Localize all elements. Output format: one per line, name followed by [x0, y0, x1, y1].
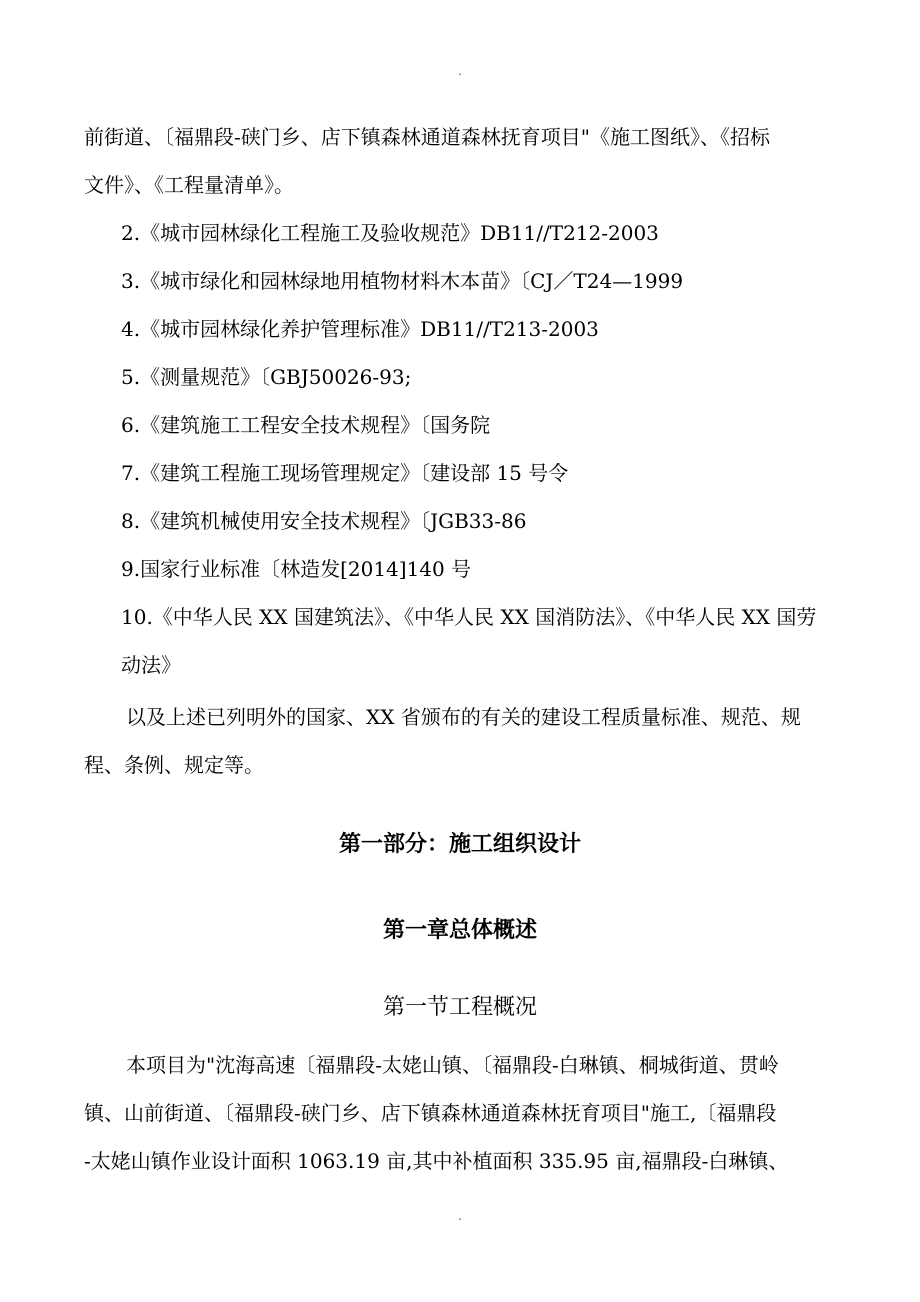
page-mark-top: . — [458, 64, 462, 78]
basis-item-6: 6.《建筑施工工程安全技术规程》〔国务院 — [121, 413, 491, 437]
part-heading: 第一部分：施工组织设计 — [338, 832, 581, 857]
basis-item-10: 10.《中华人民 XX 国建筑法》、《中华人民 XX 国消防法》、《中华人民 XX 国劳 — [121, 605, 817, 629]
overview-paragraph-line: -太姥山镇作业设计面积 1063.19 亩,其中补植面积 335.95 亩,福鼎段-白琳镇、 — [84, 1149, 789, 1173]
overview-paragraph-line: 镇、山前街道、〔福鼎段-硖门乡、店下镇森林通道森林抚育项目"施工,〔福鼎段 — [84, 1101, 777, 1125]
basis-item-8: 8.《建筑机械使用安全技术规程》〔JGB33-86 — [121, 509, 527, 533]
basis-continuation-line: 文件》、《工程量清单》。 — [84, 173, 294, 197]
overview-paragraph-line: 本项目为"沈海高速〔福鼎段-太姥山镇、〔福鼎段-白琳镇、桐城街道、贯岭 — [126, 1053, 779, 1077]
basis-item-4: 4.《城市园林绿化养护管理标准》DB11//T213-2003 — [121, 317, 599, 341]
closing-paragraph-line: 程、条例、规定等。 — [84, 753, 264, 777]
basis-item-3: 3.《城市绿化和园林绿地用植物材料木本苗》〔CJ／T24—1999 — [121, 269, 684, 293]
basis-continuation-line: 前街道、〔福鼎段-硖门乡、店下镇森林通道森林抚育项目"《施工图纸》、《招标 — [84, 125, 770, 149]
page-mark-bottom: . — [458, 1209, 462, 1223]
basis-item-9: 9.国家行业标准〔林造发[2014]140 号 — [121, 557, 472, 581]
section-heading: 第一节工程概况 — [382, 995, 537, 1020]
basis-item-5: 5.《测量规范》〔GBJ50026-93; — [121, 365, 412, 389]
basis-item-2: 2.《城市园林绿化工程施工及验收规范》DB11//T212-2003 — [121, 221, 659, 245]
chapter-heading: 第一章总体概述 — [382, 918, 537, 943]
basis-item-10-continuation: 动法》 — [121, 653, 181, 677]
closing-paragraph-line: 以及上述已列明外的国家、XX 省颁布的有关的建设工程质量标准、规范、规 — [126, 705, 801, 729]
basis-item-7: 7.《建筑工程施工现场管理规定》〔建设部 15 号令 — [121, 461, 569, 485]
